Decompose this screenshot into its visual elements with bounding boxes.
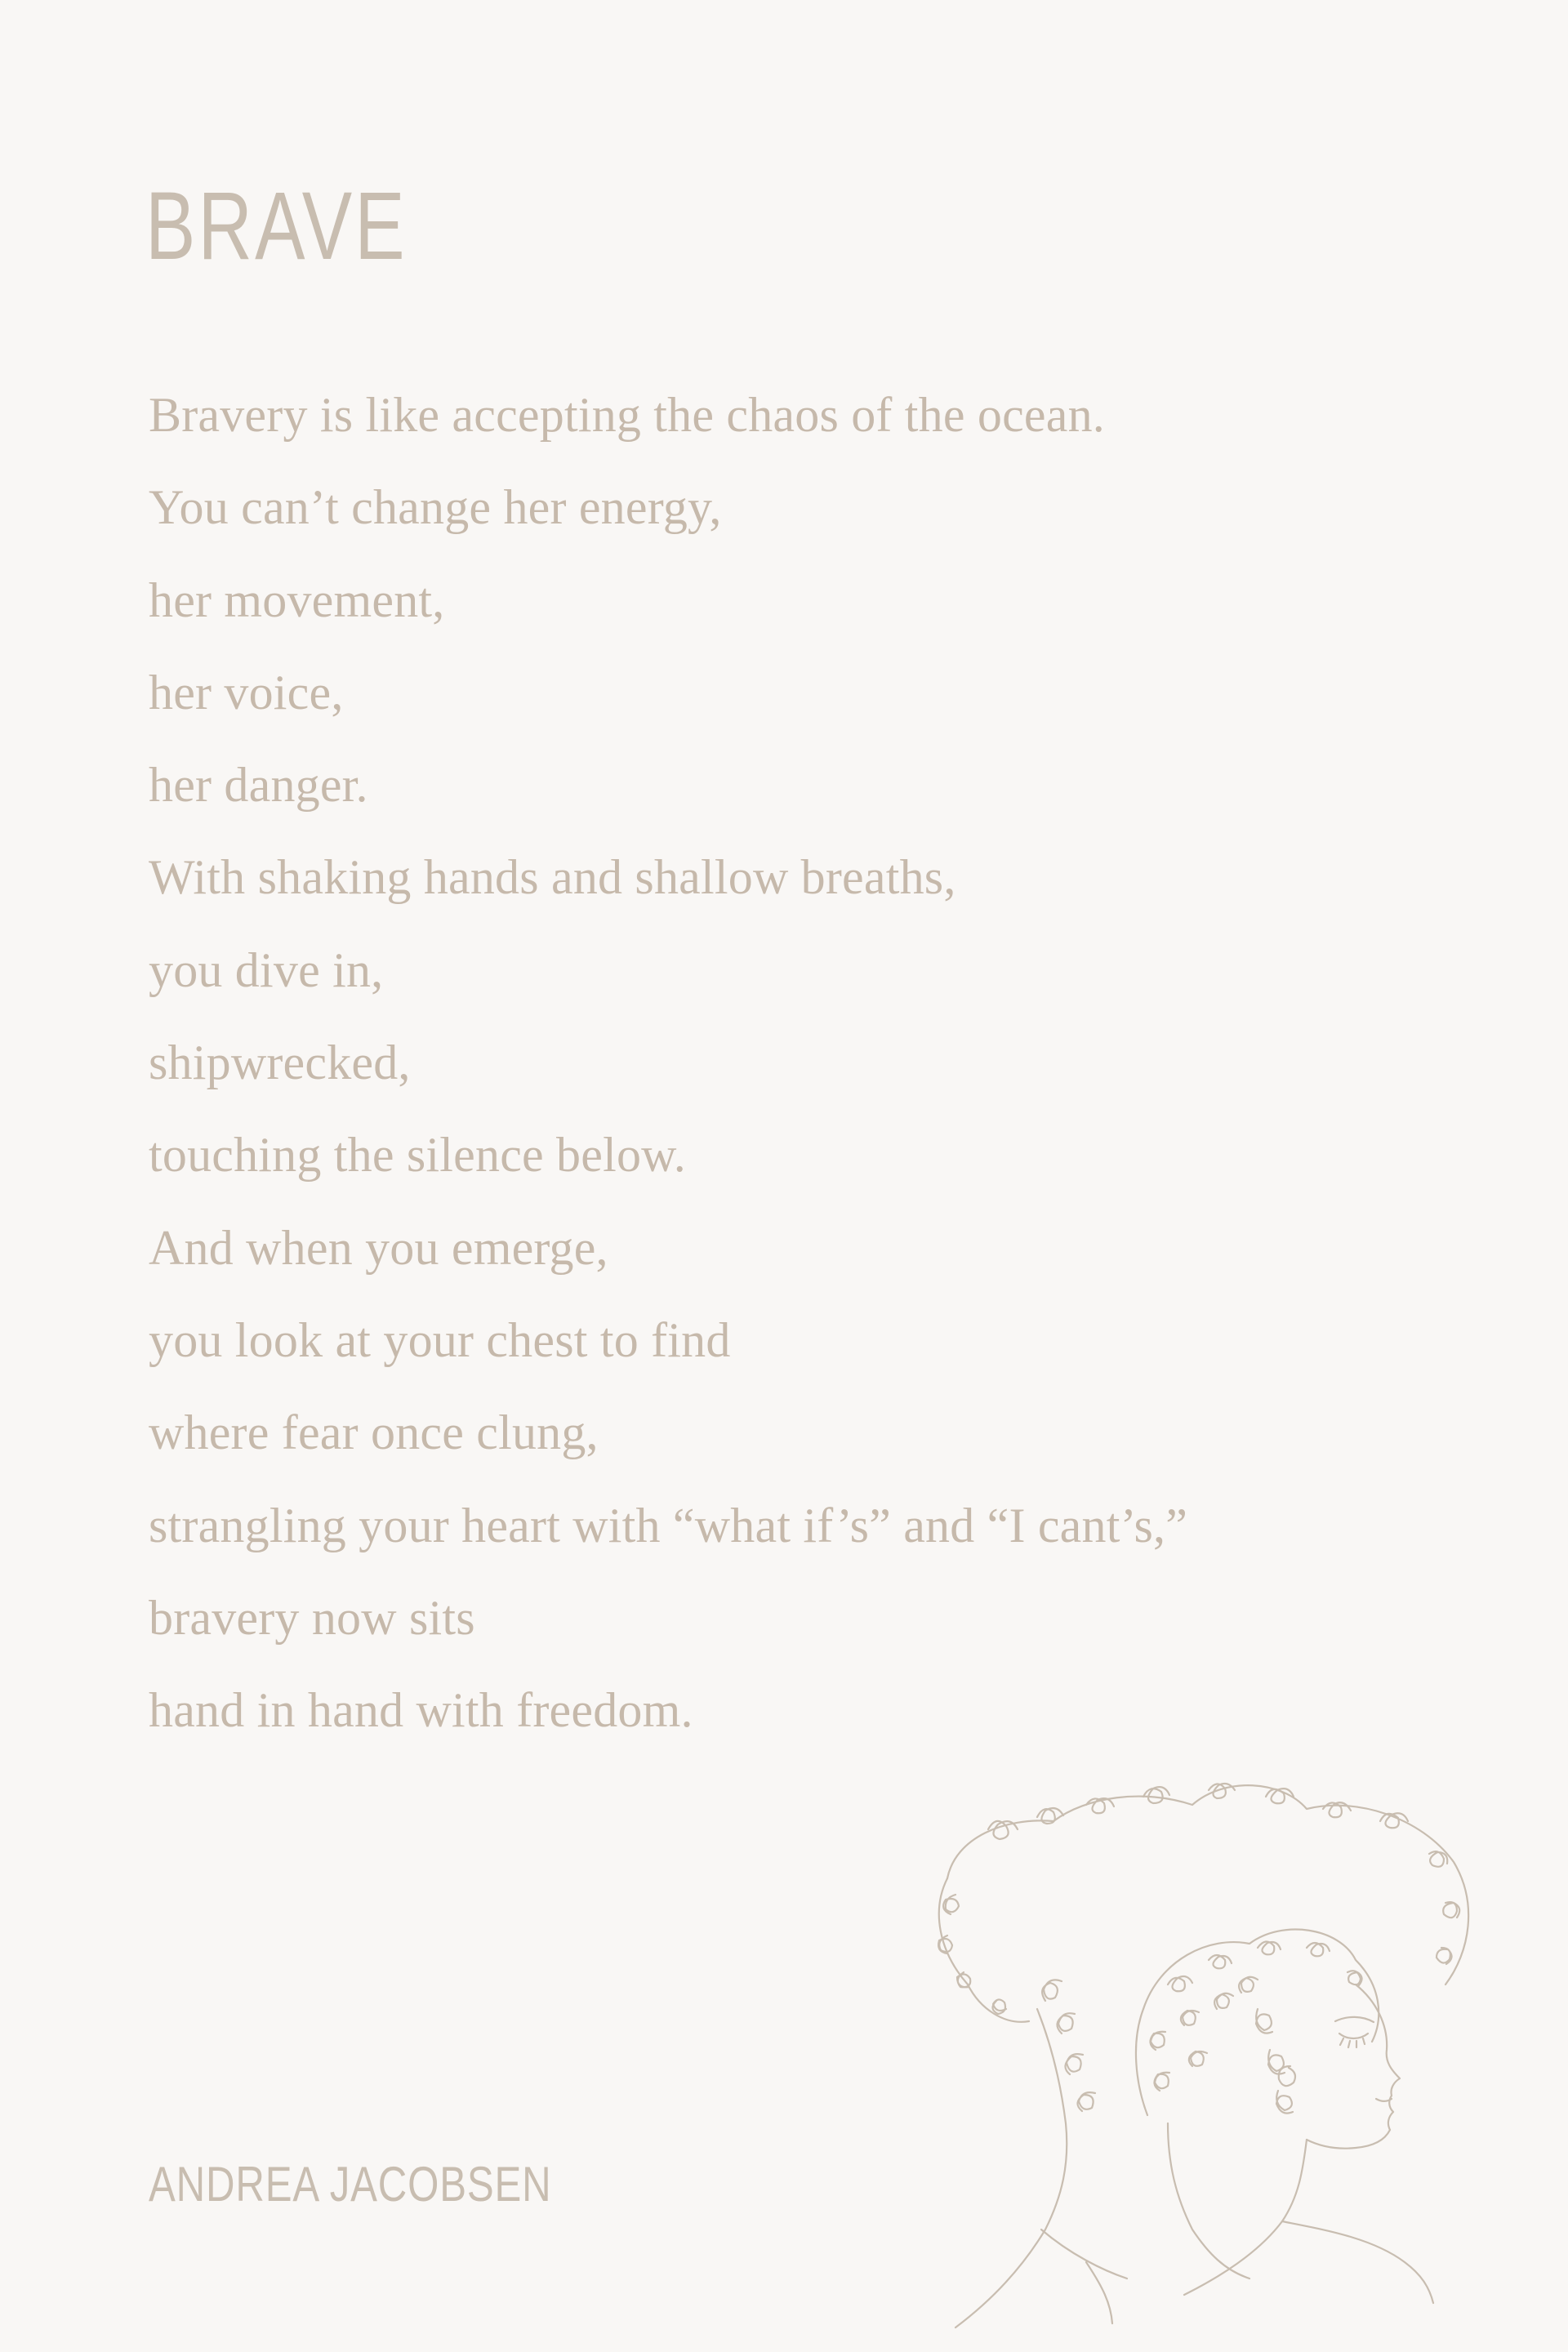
poem-line: hand in hand with freedom.: [149, 1683, 693, 1738]
poem-body: [149, 369, 1187, 1757]
poem-line: you dive in,: [149, 942, 384, 997]
poem-line: where fear once clung,: [149, 1405, 599, 1460]
poem-line: You can’t change her energy,: [149, 480, 722, 535]
poem-line: shipwrecked,: [149, 1036, 411, 1090]
poem-line: her movement,: [149, 572, 445, 627]
poem-title: BRAVE: [145, 172, 408, 280]
poem-line: bravery now sits: [149, 1590, 475, 1645]
poem-line: With shaking hands and shallow breaths,: [149, 850, 956, 905]
poem-line: Bravery is like accepting the chaos of the ocean.: [149, 388, 1105, 442]
author-signature: ANDREA JACOBSEN: [149, 2157, 552, 2212]
poem-line: you look at your chest to find: [149, 1312, 731, 1367]
poem-line: touching the silence below.: [149, 1128, 686, 1183]
poem-line: And when you emerge,: [149, 1220, 608, 1275]
line-art-women-icon: [898, 1740, 1503, 2344]
poem-line: her voice,: [149, 665, 344, 719]
poem-line: strangling your heart with “what if’s” and “I cant’s,”: [149, 1498, 1188, 1552]
poem-line: her danger.: [149, 758, 368, 813]
